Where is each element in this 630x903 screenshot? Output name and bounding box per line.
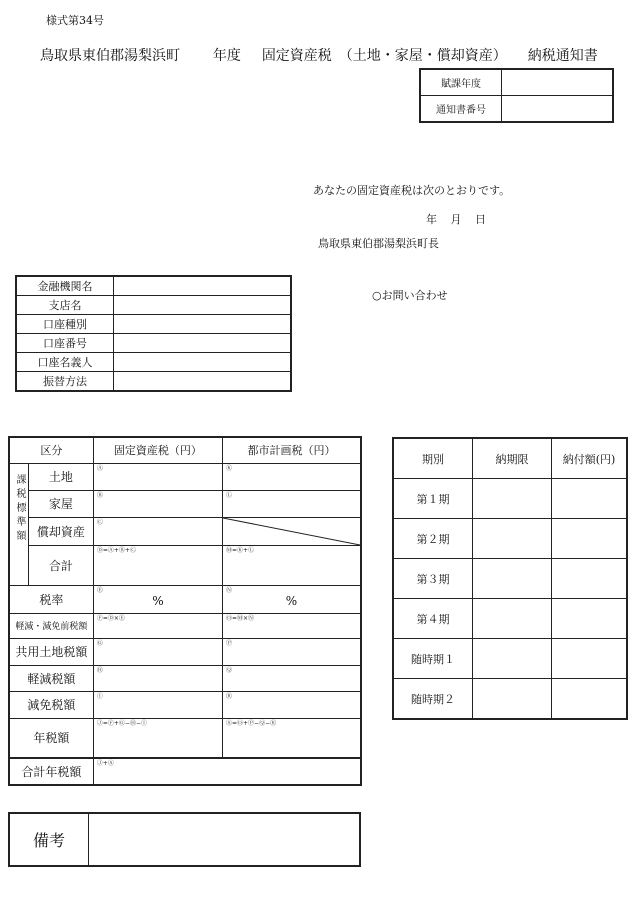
period-label: 随時期１	[393, 639, 473, 679]
tax-year-field[interactable]	[502, 69, 614, 96]
title-year-suffix: 年度	[212, 48, 241, 64]
amount-cell[interactable]	[552, 679, 628, 720]
page-title	[40, 45, 598, 65]
depreciable-fixed-cell[interactable]: Ⓒ	[93, 517, 222, 545]
land-label: 土地	[29, 463, 94, 490]
header-fixed-asset-tax: 固定資産税（円）	[93, 437, 222, 463]
rate-label: 税率	[9, 585, 93, 613]
year-notice-box	[419, 68, 614, 123]
depreciable-city-cell-struck	[222, 517, 361, 545]
percent-sign: %	[152, 593, 164, 608]
title-doc-name: 納税通知書	[527, 48, 598, 64]
header-deadline: 納期限	[473, 438, 552, 479]
shared-land-city-cell[interactable]: Ⓟ	[222, 638, 361, 665]
form-number: 様式第34号	[46, 14, 104, 27]
pre-tax-fixed-cell[interactable]: Ⓕ=Ⓓ×Ⓔ	[93, 613, 222, 638]
issue-date: 年 月 日	[426, 213, 486, 226]
deadline-cell[interactable]	[473, 679, 552, 720]
shared-land-label: 共用土地税額	[9, 638, 93, 665]
header-city-planning-tax: 都市計画税（円）	[222, 437, 361, 463]
branch-name-field[interactable]	[114, 296, 292, 315]
house-label: 家屋	[29, 490, 94, 517]
amount-cell[interactable]	[552, 479, 628, 519]
notice-number-label: 通知書番号	[420, 96, 502, 123]
deadline-cell[interactable]	[473, 479, 552, 519]
period-label: 第３期	[393, 559, 473, 599]
notice-number-field[interactable]	[502, 96, 614, 123]
shared-land-fixed-cell[interactable]: Ⓖ	[93, 638, 222, 665]
account-type-field[interactable]	[114, 315, 292, 334]
title-municipality: 鳥取県東伯郡湯梨浜町	[40, 48, 180, 64]
base-total-label: 合計	[29, 545, 94, 585]
period-label: 随時期２	[393, 679, 473, 720]
pre-tax-city-cell[interactable]: Ⓞ=Ⓜ×Ⓝ	[222, 613, 361, 638]
bank-account-table	[15, 275, 292, 392]
annual-tax-label: 年税額	[9, 718, 93, 758]
house-city-cell[interactable]: Ⓛ	[222, 490, 361, 517]
base-total-city-cell[interactable]: Ⓜ=Ⓚ+Ⓛ	[222, 545, 361, 585]
header-period: 期別	[393, 438, 473, 479]
period-label: 第２期	[393, 519, 473, 559]
period-label: 第４期	[393, 599, 473, 639]
diagonal-strike	[223, 518, 360, 545]
tax-calculation-table	[8, 436, 362, 786]
remarks-label: 備考	[9, 813, 89, 866]
transfer-method-field[interactable]	[114, 372, 292, 392]
depreciable-label: 償却資産	[29, 517, 94, 545]
reduction-fixed-cell[interactable]: Ⓗ	[93, 665, 222, 691]
period-label: 第１期	[393, 479, 473, 519]
pre-tax-label: 軽減・減免前税額	[9, 613, 93, 638]
amount-cell[interactable]	[552, 639, 628, 679]
annual-fixed-cell[interactable]: Ⓙ=Ⓕ+Ⓖ−Ⓗ−Ⓘ	[93, 718, 222, 758]
reduction-label: 軽減税額	[9, 665, 93, 691]
title-tax-name: 固定資産税 （土地・家屋・償却資産）	[261, 48, 507, 64]
header-kubun: 区分	[9, 437, 93, 463]
amount-cell[interactable]	[552, 559, 628, 599]
notice-message: あなたの固定資産税は次のとおりです。	[313, 184, 511, 197]
account-number-field[interactable]	[114, 334, 292, 353]
remarks-box	[8, 812, 361, 867]
total-annual-label: 合計年税額	[9, 758, 93, 785]
payment-schedule-table	[392, 437, 628, 720]
base-total-fixed-cell[interactable]: Ⓓ=Ⓐ+Ⓑ+Ⓒ	[93, 545, 222, 585]
remarks-field[interactable]	[89, 813, 361, 866]
deadline-cell[interactable]	[473, 639, 552, 679]
total-annual-cell[interactable]: Ⓙ+Ⓢ	[93, 758, 361, 785]
exemption-city-cell[interactable]: Ⓡ	[222, 691, 361, 718]
account-number-label: 口座番号	[16, 334, 114, 353]
land-city-cell[interactable]: Ⓚ	[222, 463, 361, 490]
deadline-cell[interactable]	[473, 599, 552, 639]
account-holder-label: 口座名義人	[16, 353, 114, 372]
bank-name-label: 金融機関名	[16, 276, 114, 296]
annual-city-cell[interactable]: Ⓢ=Ⓞ+Ⓟ−Ⓠ−Ⓡ	[222, 718, 361, 758]
amount-cell[interactable]	[552, 519, 628, 559]
deadline-cell[interactable]	[473, 519, 552, 559]
transfer-method-label: 振替方法	[16, 372, 114, 392]
tax-year-label: 賦課年度	[420, 69, 502, 96]
rate-city-cell[interactable]: Ⓝ %	[222, 585, 361, 613]
account-holder-field[interactable]	[114, 353, 292, 372]
tax-base-side-label: 課税標準額	[9, 463, 29, 585]
deadline-cell[interactable]	[473, 559, 552, 599]
exemption-label: 減免税額	[9, 691, 93, 718]
branch-name-label: 支店名	[16, 296, 114, 315]
reduction-city-cell[interactable]: Ⓠ	[222, 665, 361, 691]
rate-fixed-cell[interactable]: Ⓔ %	[93, 585, 222, 613]
mayor-name: 鳥取県東伯郡湯梨浜町長	[318, 237, 439, 250]
amount-cell[interactable]	[552, 599, 628, 639]
inquiry-label: ○お問い合わせ	[372, 289, 448, 302]
percent-sign: %	[285, 593, 298, 608]
house-fixed-cell[interactable]: Ⓑ	[93, 490, 222, 517]
account-type-label: 口座種別	[16, 315, 114, 334]
bank-name-field[interactable]	[114, 276, 292, 296]
header-amount: 納付額(円)	[552, 438, 628, 479]
exemption-fixed-cell[interactable]: Ⓘ	[93, 691, 222, 718]
land-fixed-cell[interactable]: Ⓐ	[93, 463, 222, 490]
